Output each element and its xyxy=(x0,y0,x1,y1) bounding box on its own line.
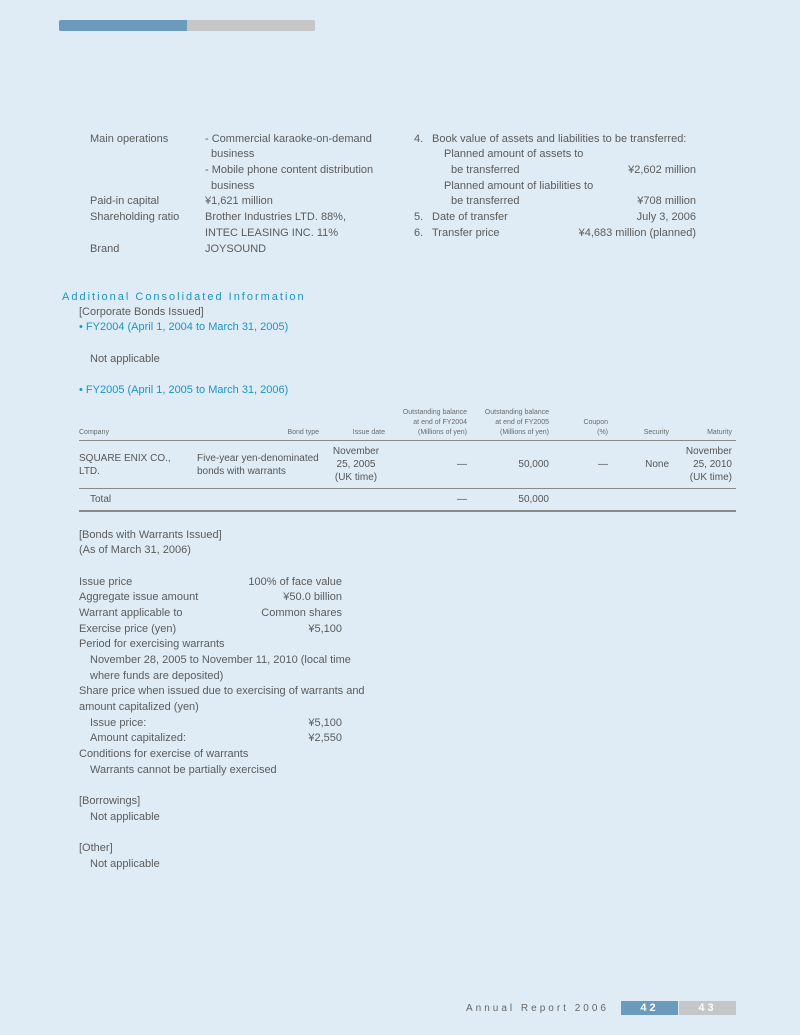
col-balance-fy2004 xyxy=(389,408,471,441)
item-number: 6. xyxy=(414,227,424,239)
main-operations-line: - Mobile phone content distribution xyxy=(205,164,374,176)
borrowings-heading: [Borrowings] xyxy=(79,795,141,807)
cell-coupon: — xyxy=(598,459,608,470)
shareholding-label: Shareholding ratio xyxy=(90,211,180,223)
section-heading: Additional Consolidated Information xyxy=(62,291,306,303)
shareholding-value: Brother Industries LTD. 88%, xyxy=(205,211,347,223)
fy2004-heading: • FY2004 (April 1, 2004 to March 31, 2005) xyxy=(79,321,289,333)
conditions-text: Warrants cannot be partially exercised xyxy=(90,764,277,776)
applicable-label: Warrant applicable to xyxy=(79,607,183,619)
table-row xyxy=(79,441,736,489)
main-operations-line: business xyxy=(211,148,255,160)
col-issue-date: Issue date xyxy=(352,429,385,436)
col-maturity: Maturity xyxy=(707,429,732,436)
capitalized-label: Amount capitalized: xyxy=(90,732,186,744)
cell-line: bonds with warrants xyxy=(197,465,286,477)
cell-issue-date xyxy=(323,441,389,489)
fy2004-text: Not applicable xyxy=(90,353,160,365)
transfer-price-label: Transfer price xyxy=(432,227,500,239)
empty-cell xyxy=(612,489,673,512)
table-total-row xyxy=(79,489,736,512)
aggregate-label: Aggregate issue amount xyxy=(79,591,199,603)
main-operations-line: business xyxy=(211,180,255,192)
transfer-price-value: ¥4,683 million (planned) xyxy=(578,227,696,239)
col-balance-fy2005 xyxy=(471,408,553,441)
footer-report-title: Annual Report 2006 xyxy=(466,1003,609,1014)
cell-balance-fy2005: 50,000 xyxy=(518,459,549,470)
cell-maturity xyxy=(673,441,736,489)
transfer-date-label: Date of transfer xyxy=(432,211,508,223)
header-line: (%) xyxy=(597,429,608,436)
other-heading: [Other] xyxy=(79,842,113,854)
issue-price2-label: Issue price: xyxy=(90,717,147,729)
assets-value: ¥2,602 million xyxy=(628,164,696,176)
liabilities-value: ¥708 million xyxy=(637,195,696,207)
transfer-date-value: July 3, 2006 xyxy=(636,211,696,223)
total-balance-fy2004: — xyxy=(457,494,467,505)
col-security: Security xyxy=(643,429,669,436)
empty-cell xyxy=(323,489,389,512)
issue-price2-value: ¥5,100 xyxy=(308,717,342,729)
borrowings-text: Not applicable xyxy=(90,811,160,823)
cell-balance-fy2004: — xyxy=(457,459,467,470)
bonds-table xyxy=(79,408,736,512)
cell-bond-type xyxy=(193,441,323,489)
assets-label: be transferred xyxy=(451,164,520,176)
aggregate-value: ¥50.0 billion xyxy=(283,591,342,603)
capitalized-value: ¥2,550 xyxy=(308,732,342,744)
item-number: 5. xyxy=(414,211,424,223)
col-company: Company xyxy=(79,429,109,436)
cell-line: 25, 2010 xyxy=(693,459,732,470)
empty-cell xyxy=(193,489,323,512)
share-price-label: amount capitalized (yen) xyxy=(79,701,199,713)
liabilities-label: be transferred xyxy=(451,195,520,207)
warrants-heading: [Bonds with Warrants Issued] xyxy=(79,529,222,541)
cell-line: (UK time) xyxy=(334,472,378,483)
header-line: (Millions of yen) xyxy=(417,429,467,436)
total-balance-fy2005: 50,000 xyxy=(518,494,549,505)
brand-value: JOYSOUND xyxy=(205,243,267,255)
exercise-price-value: ¥5,100 xyxy=(308,623,342,635)
header-line: at end of FY2004 xyxy=(413,419,467,426)
issue-price-value: 100% of face value xyxy=(248,576,342,588)
brand-label: Brand xyxy=(90,243,120,255)
shareholding-value: INTEC LEASING INC. 11% xyxy=(205,227,339,239)
paid-in-capital-label: Paid-in capital xyxy=(90,195,160,207)
fy2005-heading: • FY2005 (April 1, 2005 to March 31, 2006) xyxy=(79,384,289,396)
page-number-left: 42 xyxy=(621,1001,678,1015)
issue-price-label: Issue price xyxy=(79,576,133,588)
applicable-value: Common shares xyxy=(261,607,342,619)
cell-line: (UK time) xyxy=(689,472,732,483)
paid-in-capital-value: ¥1,621 million xyxy=(205,195,273,207)
exercise-price-label: Exercise price (yen) xyxy=(79,623,177,635)
cell-line: Five-year yen-denominated xyxy=(197,452,319,464)
assets-label: Planned amount of assets to xyxy=(444,148,584,160)
header-line: Coupon xyxy=(583,419,608,426)
cell-security: None xyxy=(645,459,669,470)
main-operations-line: - Commercial karaoke-on-demand xyxy=(205,133,372,145)
liabilities-label: Planned amount of liabilities to xyxy=(444,180,594,192)
share-price-label: Share price when issued due to exercising of warrants and xyxy=(79,685,365,697)
header-line: (Millions of yen) xyxy=(499,429,549,436)
header-line: Outstanding balance xyxy=(484,409,549,416)
period-text: where funds are deposited) xyxy=(90,670,224,682)
table-header-row xyxy=(79,408,736,441)
total-label: Total xyxy=(90,494,112,505)
cell-line: November xyxy=(332,446,380,457)
period-label: Period for exercising warrants xyxy=(79,638,225,650)
conditions-label: Conditions for exercise of warrants xyxy=(79,748,249,760)
book-value-title: Book value of assets and liabilities to be transferred: xyxy=(432,133,687,145)
empty-cell xyxy=(673,489,736,512)
header-line: at end of FY2005 xyxy=(495,419,549,426)
col-coupon xyxy=(553,408,612,441)
progress-bar xyxy=(59,20,315,31)
cell-line: 25, 2005 xyxy=(336,459,376,470)
cell-line: November xyxy=(685,446,732,457)
empty-cell xyxy=(553,489,612,512)
col-bond-type: Bond type xyxy=(287,429,319,436)
page-number-right: 43 xyxy=(679,1001,736,1015)
progress-fill xyxy=(59,20,187,31)
header-line: Outstanding balance xyxy=(402,409,467,416)
cell-company: SQUARE ENIX CO., LTD. xyxy=(79,452,171,477)
warrants-as-of: (As of March 31, 2006) xyxy=(79,544,191,556)
other-text: Not applicable xyxy=(90,858,160,870)
period-text: November 28, 2005 to November 11, 2010 (local time xyxy=(90,654,351,666)
main-operations-label: Main operations xyxy=(90,133,169,145)
corporate-bonds-heading: [Corporate Bonds Issued] xyxy=(79,306,204,318)
item-number: 4. xyxy=(414,133,424,145)
